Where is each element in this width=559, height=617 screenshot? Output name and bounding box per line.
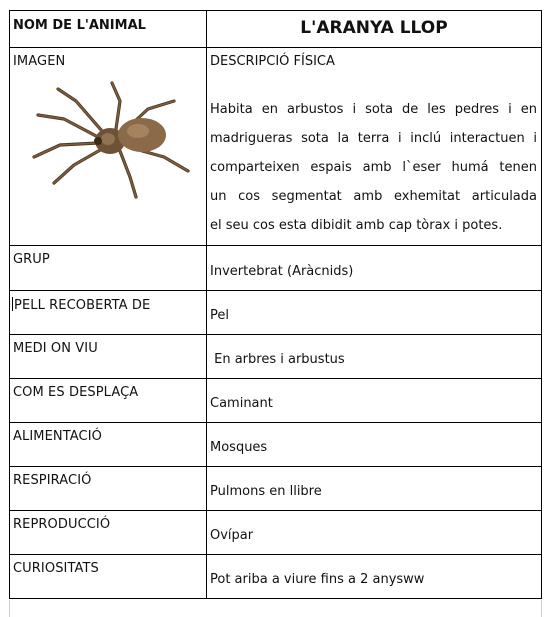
table-row <box>10 467 542 511</box>
curiosities-label: CURIOSITATS <box>13 561 99 576</box>
skin-value: Pel <box>210 308 229 323</box>
label-cell[interactable] <box>10 467 207 511</box>
label-cell[interactable] <box>10 511 207 555</box>
description-title: DESCRIPCIÓ FÍSICA <box>210 54 335 69</box>
text-cursor <box>12 297 13 311</box>
label-cell[interactable] <box>10 335 207 379</box>
value-cell[interactable] <box>207 246 542 291</box>
header-title-cell[interactable] <box>207 11 542 48</box>
image-label: IMAGEN <box>13 54 66 69</box>
label-cell[interactable] <box>10 423 207 467</box>
table-row <box>10 379 542 423</box>
skin-label: PELL RECOBERTA DE <box>14 298 151 313</box>
value-cell[interactable] <box>207 335 542 379</box>
value-cell[interactable] <box>207 379 542 423</box>
reproduction-label: REPRODUCCIÓ <box>13 517 111 532</box>
habitat-value: En arbres i arbustus <box>210 352 345 367</box>
breathing-label: RESPIRACIÓ <box>13 473 92 488</box>
breathing-value: Pulmons en llibre <box>210 484 322 499</box>
table-row <box>10 246 542 291</box>
header-label-cell[interactable] <box>10 11 207 48</box>
habitat-label: MEDI ON VIU <box>13 341 98 356</box>
animal-title: L'ARANYA LLOP <box>300 18 448 38</box>
movement-value: Caminant <box>210 396 273 411</box>
animal-name-label: NOM DE L'ANIMAL <box>13 18 146 33</box>
table-row <box>10 555 542 599</box>
image-row <box>10 48 542 246</box>
table-row <box>10 511 542 555</box>
diet-value: Mosques <box>210 440 268 455</box>
description-text <box>207 95 541 240</box>
description-line: comparteixen espais amb l`eser humá tenen <box>210 160 537 175</box>
group-value: Invertebrat (Aràcnids) <box>210 264 354 279</box>
movement-label: COM ES DESPLAÇA <box>13 385 139 400</box>
label-cell[interactable] <box>10 555 207 599</box>
page-bottom-edge <box>9 600 542 617</box>
reproduction-value: Ovípar <box>210 528 254 543</box>
description-line: Habita en arbustos i sota de les pedres i en <box>210 102 537 117</box>
table-row <box>10 335 542 379</box>
table-row <box>10 423 542 467</box>
label-cell[interactable] <box>10 379 207 423</box>
value-cell[interactable] <box>207 423 542 467</box>
value-cell[interactable] <box>207 511 542 555</box>
label-cell[interactable] <box>10 246 207 291</box>
description-cell[interactable] <box>207 48 542 246</box>
value-cell[interactable] <box>207 555 542 599</box>
description-line: el seu cos esta dibidit amb cap tòrax i potes. <box>210 218 503 233</box>
image-cell[interactable] <box>10 48 207 246</box>
diet-label: ALIMENTACIÓ <box>13 429 102 444</box>
header-row <box>10 11 542 48</box>
table-row <box>10 291 542 335</box>
label-cell[interactable] <box>10 291 207 335</box>
group-label: GRUP <box>13 252 50 267</box>
description-line: un cos segmentat amb exhemitat articulada <box>210 189 537 204</box>
wolf-spider-image <box>24 79 194 199</box>
description-line: madrigueras sota la terra i inclú interactuen i <box>210 131 537 146</box>
value-cell[interactable] <box>207 467 542 511</box>
value-cell[interactable] <box>207 291 542 335</box>
animal-card-table <box>9 10 542 599</box>
curiosities-value: Pot ariba a viure fins a 2 anysww <box>210 572 425 587</box>
